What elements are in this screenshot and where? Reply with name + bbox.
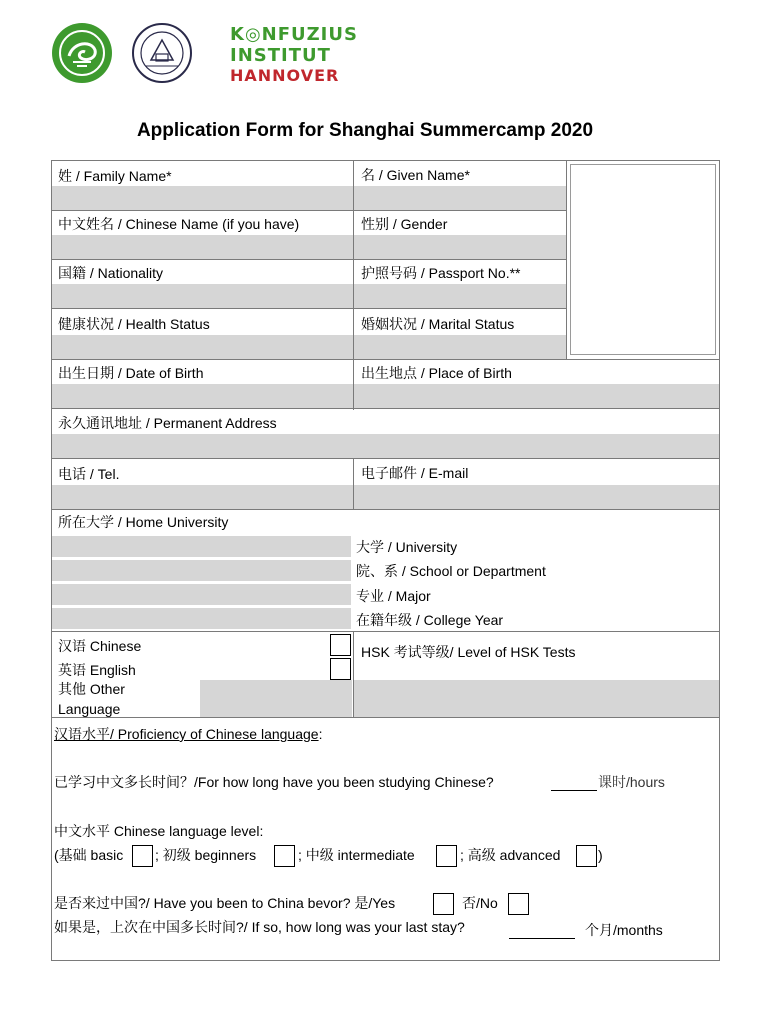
pob-input[interactable] [354,384,719,408]
passport-label: 护照号码 / Passport No.** [361,265,521,281]
proficiency-heading-suffix: : [318,726,323,742]
logo-line-1: K◎NFUZIUS [230,24,358,45]
university-input[interactable] [52,536,351,557]
hours-unit-label: 课时/hours [598,774,665,790]
page-title: Application Form for Shanghai Summercamp 2020 [136,120,594,141]
given-name-input[interactable] [354,186,566,210]
chinese-checkbox[interactable] [330,634,351,656]
lang-english-label: 英语 English [58,662,136,678]
hsk-label: HSK 考试等级/ Level of HSK Tests [361,644,576,660]
logo-line-3: HANNOVER [230,66,340,85]
months-unit-label: 个月/months [585,922,663,938]
school-label: 院、系 / School or Department [356,563,546,579]
beginners-checkbox[interactable] [274,845,295,867]
college-year-label: 在籍年级 / College Year [356,612,504,628]
yes-checkbox[interactable] [433,893,454,915]
chinese-name-input[interactable] [52,235,353,259]
last-stay-field[interactable] [509,938,575,939]
marital-input[interactable] [354,335,566,359]
logo-line-2: INSTITUT [230,45,331,66]
chinese-name-label: 中文姓名 / Chinese Name (if you have) [58,216,300,232]
level-intermediate-label: ; 中级 intermediate [298,847,415,863]
family-name-label: 姓 / Family Name* [58,168,172,184]
health-input[interactable] [52,335,353,359]
nationality-label: 国籍 / Nationality [58,265,164,281]
study-hours-field[interactable] [551,790,597,791]
gender-label: 性别 / Gender [361,216,448,232]
advanced-checkbox[interactable] [576,845,597,867]
nationality-input[interactable] [52,284,353,308]
university-seal-logo [131,22,193,84]
tel-label: 电话 / Tel. [58,466,120,482]
major-input[interactable] [52,584,351,605]
lang-other-label-2: Language [58,701,121,717]
lang-other-label: 其他 Other [58,681,125,697]
english-checkbox[interactable] [330,658,351,680]
address-label: 永久通讯地址 / Permanent Address [58,415,277,431]
home-university-label: 所在大学 / Home University [58,514,229,530]
other-language-input[interactable] [200,680,352,717]
major-label: 专业 / Major [356,588,431,604]
dob-input[interactable] [52,384,353,408]
college-year-input[interactable] [52,608,351,629]
intermediate-checkbox[interactable] [436,845,457,867]
passport-input[interactable] [354,284,566,308]
lang-chinese-label: 汉语 Chinese [58,638,142,654]
proficiency-heading [54,726,322,742]
china-visit-question: 是否来过中国?/ Have you been to China bevor? 是/Yes [54,895,396,911]
photo-box[interactable] [570,164,716,355]
pob-label: 出生地点 / Place of Birth [361,365,512,381]
basic-checkbox[interactable] [132,845,153,867]
tel-input[interactable] [52,485,353,509]
level-basic-label: (基础 basic [54,847,124,863]
level-beginners-label: ; 初级 beginners [155,847,257,863]
health-label: 健康状况 / Health Status [58,316,210,332]
confucius-institute-logo [51,22,113,84]
marital-label: 婚姻状况 / Marital Status [361,316,515,332]
address-input[interactable] [52,434,719,458]
email-input[interactable] [354,485,719,509]
gender-input[interactable] [354,235,566,259]
level-advanced-label: ; 高级 advanced [460,847,561,863]
dob-label: 出生日期 / Date of Birth [58,365,204,381]
last-stay-question: 如果是，上次在中国多长时间?/ If so, how long was your last stay? [54,919,465,935]
no-label: 否/No [462,895,498,911]
school-input[interactable] [52,560,351,581]
family-name-input[interactable] [52,186,353,210]
language-level-label: 中文水平 Chinese language level: [54,823,264,839]
university-label: 大学 / University [356,539,458,555]
level-close-paren: ) [598,847,603,863]
proficiency-heading-text: 汉语水平/ Proficiency of Chinese language [54,726,319,742]
no-checkbox[interactable] [508,893,529,915]
email-label: 电子邮件 / E-mail [361,465,469,481]
given-name-label: 名 / Given Name* [361,167,470,183]
study-duration-question: 已学习中文多长时间？/For how long have you been studying Chinese? [54,774,494,790]
hsk-input[interactable] [354,680,719,717]
